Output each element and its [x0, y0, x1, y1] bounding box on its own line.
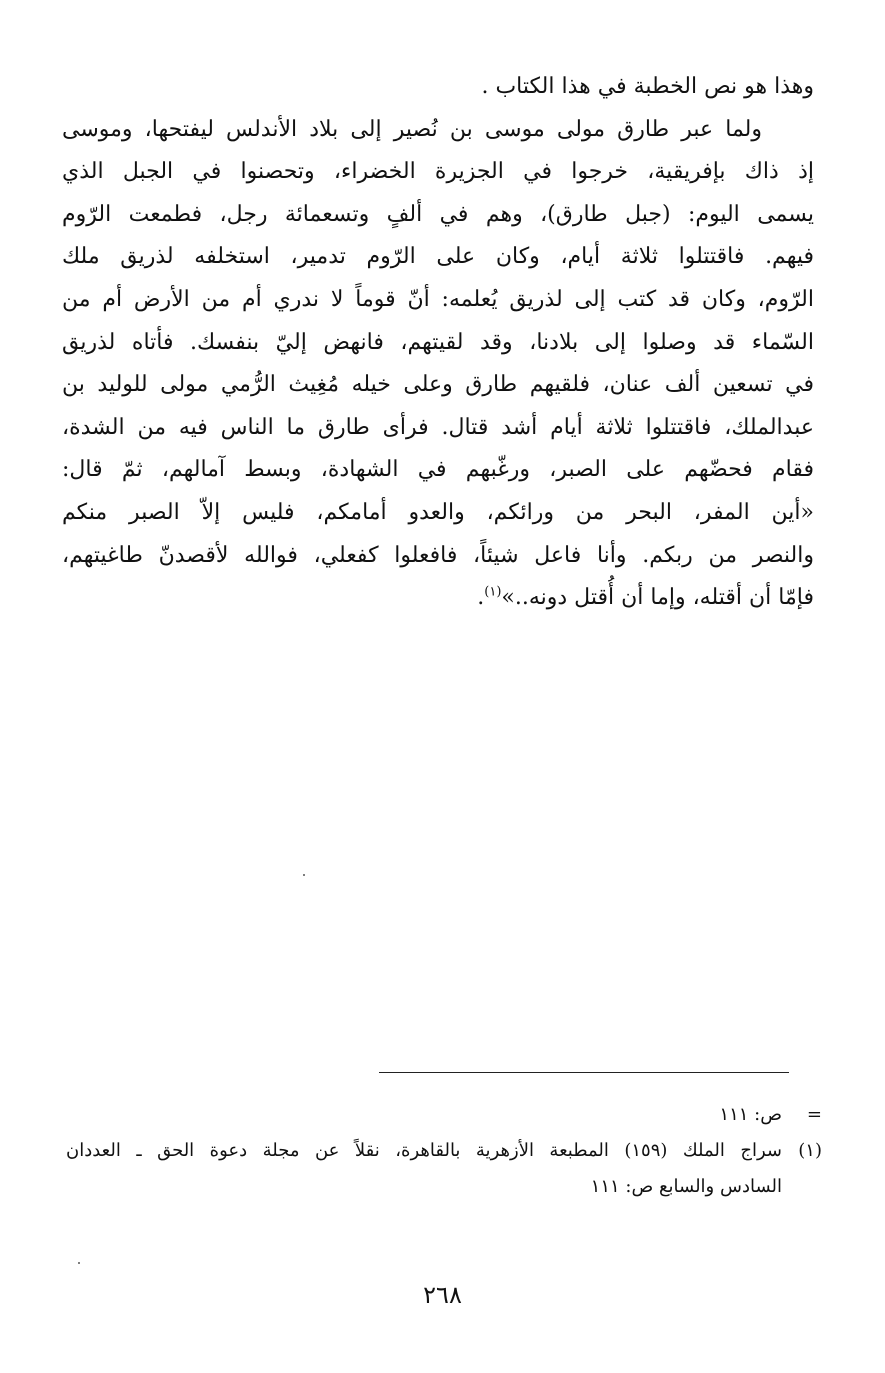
footnote-1-line-1	[66, 1133, 822, 1169]
final-period: .	[477, 585, 485, 611]
page-number: ٢٦٨	[423, 1281, 462, 1309]
scan-speck	[303, 874, 305, 876]
footnote-1-marker: (١)	[798, 1140, 822, 1161]
main-text	[62, 66, 814, 620]
text-line-11: «أين المفر، البحر من ورائكم، والعدو أمامكم، فليس إلاّ الصبر منكم	[62, 499, 814, 525]
footnote-reference: (١)	[484, 584, 502, 600]
text-line-12: والنصر من ربكم. وأنا فاعل شيئاً، فافعلوا كفعلي، فوالله لأقصدنّ طاغيتهم،	[62, 542, 814, 568]
text-line-1: وهذا هو نص الخطبة في هذا الكتاب .	[481, 74, 814, 99]
text-line-2: ولما عبر طارق مولى موسى بن نُصير إلى بلاد الأندلس ليفتحها، وموسى	[62, 116, 762, 142]
footnote-separator	[379, 1072, 789, 1073]
text-line-4: يسمى اليوم: (جبل طارق)، وهم في ألفٍ وتسعمائة رجل، فطمعت الرّوم	[62, 201, 814, 227]
text-line-3: إذ ذاك بإفريقية، خرجوا في الجزيرة الخضراء، وتحصنوا في الجبل الذي	[62, 159, 814, 185]
text-line-7: السّماء قد وصلوا إلى بلادنا، وقد لقيتهم، فانهض إليّ بنفسك. فأتاه لذريق	[62, 329, 814, 355]
footnote-1-text-cont: السادس والسابع ص: ١١١	[590, 1176, 782, 1197]
footnotes	[66, 1097, 822, 1205]
text-line-13	[62, 577, 814, 620]
footnote-1-text: سراج الملك (١٥٩) المطبعة الأزهرية بالقاهرة، نقلاً عن مجلة دعوة الحق ـ العددان	[66, 1140, 782, 1161]
text-line-6: الرّوم، وكان قد كتب إلى لذريق يُعلمه: أنّ قوماً لا ندري أم من الأرض أم من	[62, 286, 814, 312]
quote-ending: فإمّا أن أقتله، وإما أن أُقتل دونه..»	[501, 585, 814, 611]
text-line-5: فيهم. فاقتتلوا ثلاثة أيام، وكان على الرّوم تدمير، استخلفه لذريق ملك	[62, 244, 814, 270]
footnote-continuation	[66, 1097, 822, 1133]
scan-speck	[78, 1262, 80, 1264]
text-line-10: فقام فحضّهم على الصبر، ورغّبهم في الشهادة، وبسط آمالهم، ثمّ قال:	[62, 457, 814, 483]
continuation-text: ص: ١١١	[719, 1104, 782, 1125]
text-line-8: في تسعين ألف عنان، فلقيهم طارق وعلى خيله مُغِيث الرُّمي مولى للوليد بن	[62, 372, 814, 398]
text-line-9: عبدالملك، فاقتتلوا ثلاثة أيام أشد قتال. فرأى طارق ما الناس فيه من الشدة،	[62, 414, 814, 440]
continuation-marker: =	[806, 1104, 822, 1125]
footnote-1-line-2	[66, 1169, 822, 1205]
